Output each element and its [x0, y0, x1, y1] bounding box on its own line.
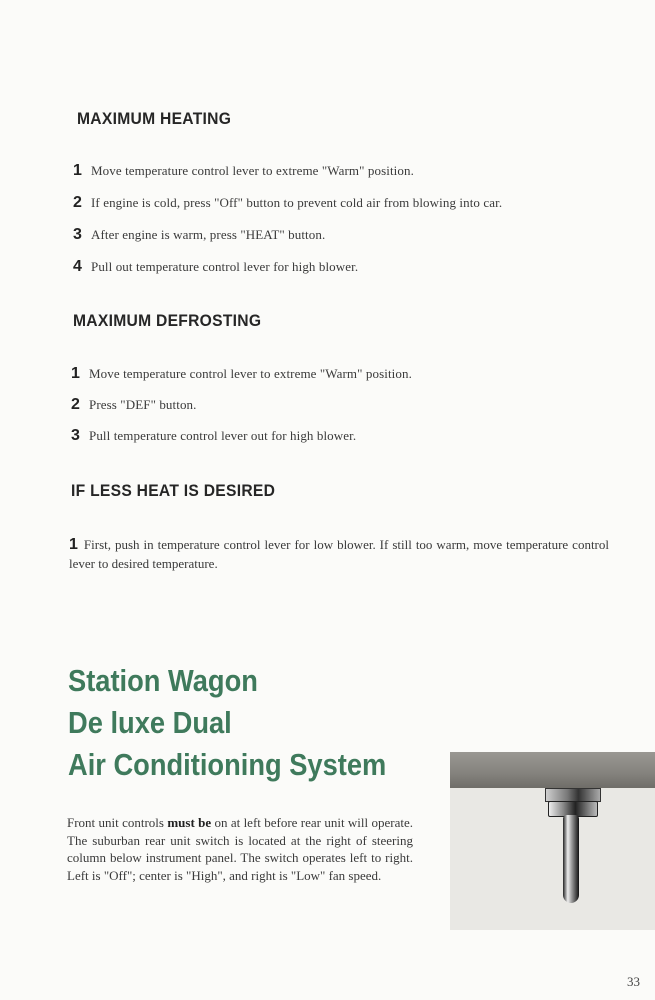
title-line-3: Air Conditioning System	[68, 747, 387, 782]
step-text: If engine is cold, press "Off" button to prevent cold air from blowing into car.	[91, 195, 503, 210]
title-line-2: De luxe Dual	[68, 705, 232, 740]
heading-maximum-heating: MAXIMUM HEATING	[77, 109, 232, 128]
step-heating-3	[73, 226, 325, 244]
step-text: Pull temperature control lever out for high blower.	[89, 428, 357, 443]
title-line-1: Station Wagon	[68, 663, 258, 698]
section-title	[68, 660, 386, 786]
step-defrost-2	[71, 396, 197, 414]
heading-if-less-heat: IF LESS HEAT IS DESIRED	[71, 481, 276, 500]
step-defrost-3	[71, 427, 356, 445]
page-number: 33	[627, 974, 640, 989]
body-text-part-2: on at left before rear unit will operate. The suburban rear unit switch is located at the right of steering column below instrument panel. The switch operates left to right. Left is "Off"; center is "High", and right is "Low" fan speed.	[67, 815, 413, 883]
step-number: 1	[71, 365, 80, 382]
step-text: Move temperature control lever to extreme "Warm" position.	[91, 163, 414, 178]
step-heating-2	[73, 194, 502, 212]
toggle-lever-icon	[563, 815, 579, 903]
step-defrost-1	[71, 365, 412, 383]
step-number: 2	[73, 194, 82, 211]
body-text-emphasis: must be	[167, 815, 212, 830]
step-number: 1	[73, 162, 82, 179]
step-heating-4	[73, 258, 358, 276]
step-text: Move temperature control lever to extreme "Warm" position.	[89, 366, 412, 381]
body-paragraph	[67, 814, 413, 884]
step-number: 3	[71, 427, 80, 444]
step-number: 2	[71, 396, 80, 413]
step-text: Press "DEF" button.	[89, 397, 197, 412]
step-number: 1	[69, 536, 78, 553]
body-text-part-1: Front unit controls	[67, 815, 168, 830]
toggle-switch-photo	[450, 752, 655, 930]
step-heating-1	[73, 162, 414, 180]
step-text: First, push in temperature control lever for low blower. If still too warm, move temperature control lever to desired temperature.	[69, 537, 609, 571]
step-number: 4	[73, 258, 82, 275]
step-text: Pull out temperature control lever for high blower.	[91, 259, 359, 274]
instrument-panel-edge	[450, 752, 655, 788]
heading-maximum-defrosting: MAXIMUM DEFROSTING	[73, 311, 262, 330]
step-less-heat-1	[69, 535, 609, 573]
switch-nut	[545, 788, 601, 802]
step-text: After engine is warm, press "HEAT" button.	[91, 227, 326, 242]
step-number: 3	[73, 226, 82, 243]
